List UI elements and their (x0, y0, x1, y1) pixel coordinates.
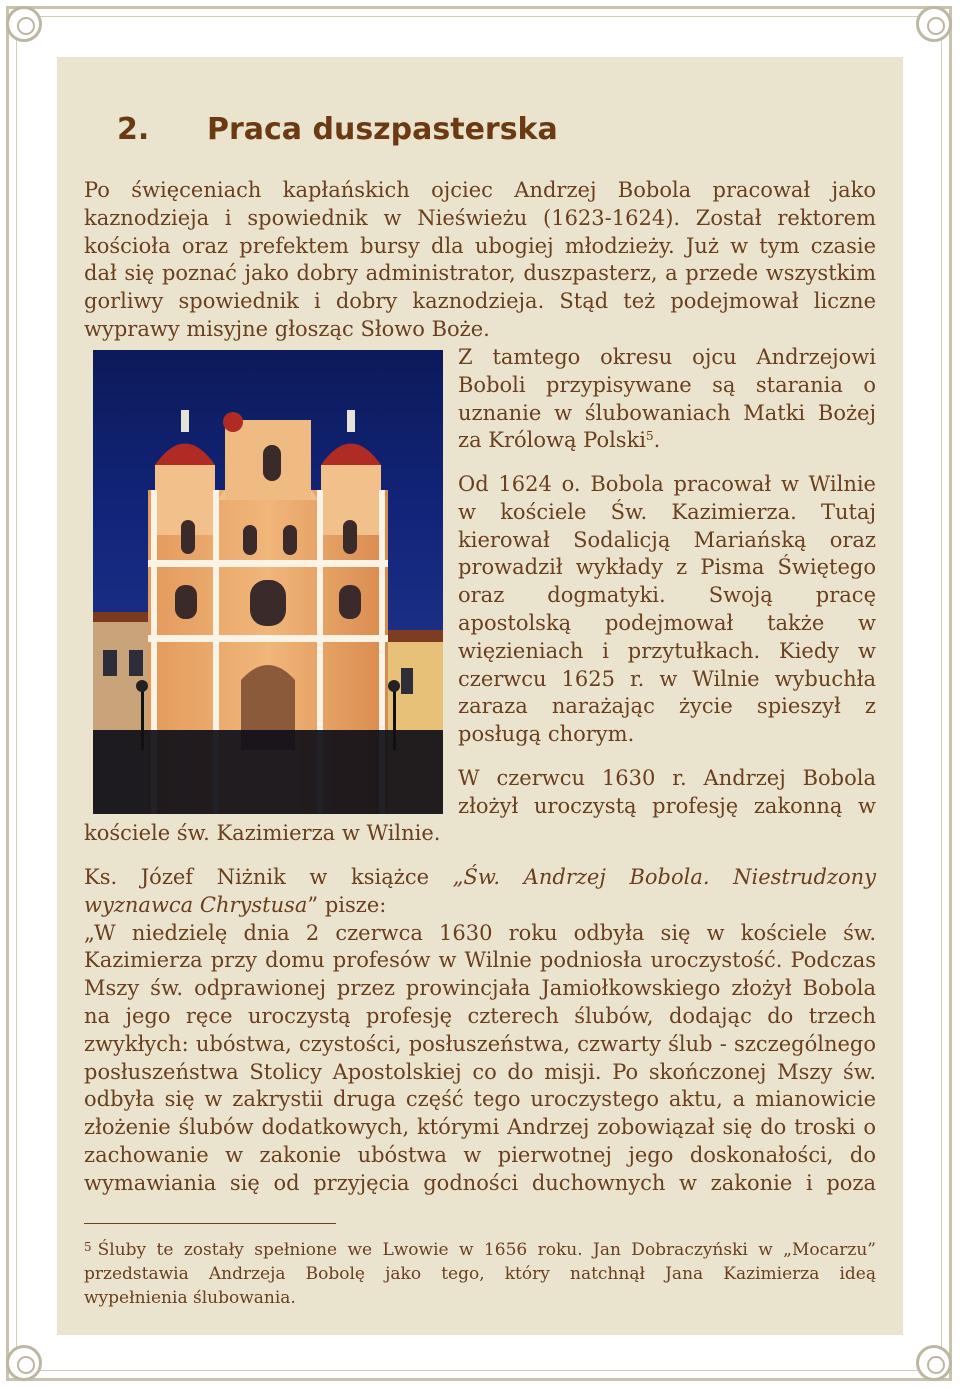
section-number: 2. (117, 112, 150, 147)
corner-rosette-icon (916, 6, 952, 42)
text-fragment: . (653, 428, 661, 453)
text-line: Boboli przypisywane są starania o (458, 372, 876, 397)
text-line: wyprawy misyjne głosząc Słowo Boże. (84, 316, 490, 341)
text-fragment: ” pisze: (307, 892, 387, 917)
text-line (84, 864, 876, 892)
text-line: prowadził wykłady z Pisma Świętego (458, 555, 876, 580)
section-heading (117, 112, 558, 147)
footnote-line: przedstawia Andrzeja Bobolę jako tego, który natchnął Jana Kazimierza ideą (84, 1264, 876, 1284)
paragraph-vilnius (458, 471, 876, 749)
corner-rosette-icon (916, 1345, 952, 1381)
section-title: Praca duszpasterska (207, 112, 558, 147)
text-line: Kazimierza przy domu profesów w Wilnie podniosła uroczystość. Podczas (84, 948, 876, 973)
text-line (458, 427, 876, 455)
corner-rosette-icon (6, 6, 42, 42)
text-line: apostolską podejmował także w (458, 610, 876, 635)
text-line: posłuszeństwa Stolicy Apostolskiej co do misji. Po skończonej Mszy św. (84, 1059, 876, 1084)
text-line: kościoła oraz prefektem bursy dla ubogiej młodzieży. Już w tym czasie (84, 233, 876, 258)
paragraph-intro (84, 177, 876, 344)
text-line: posługą chorym. (458, 722, 635, 747)
text-line: oraz dogmatyki. Swoją pracę (458, 583, 876, 608)
paragraph-profession (458, 765, 876, 821)
text-fragment: Ks. Józef Niżnik w książce (84, 865, 453, 889)
text-line: Mszy św. odprawionej przez prowincjała Jamiołkowskiego złożył Bobola (84, 976, 876, 1001)
church-illustration (93, 350, 443, 814)
text-line: zachowanie w zakonie ubóstwa w pierwotnej jego doskonałości, do (84, 1142, 876, 1167)
text-line: na jego ręce uroczystą profesję czterech ślubów, dodając do trzech (84, 1003, 876, 1028)
text-line: gorliwy spowiednik i dobry kaznodzieja. Stąd też podejmował liczne (84, 289, 876, 314)
text-line: zaraza narażając życie spieszył z (458, 694, 876, 719)
book-title: „Św. Andrzej Bobola. Niestrudzony (452, 865, 876, 889)
photo-caption: kościele św. Kazimierza w Wilnie. (84, 821, 441, 845)
footnote (84, 1235, 876, 1310)
church-photo (93, 350, 443, 814)
text-line: Od 1624 o. Bobola pracował w Wilnie (458, 472, 876, 496)
text-line: dał się poznać jako dobry administrator, duszpasterz, a przede wszystkim (84, 261, 876, 286)
text-fragment: Śluby te zostały spełnione we Lwowie w 1656 roku. Jan Dobraczyński w „Mocarzu” (97, 1240, 876, 1260)
text-line: w kościele Św. Kazimierza. Tutaj (458, 499, 876, 524)
footnote-line (84, 1235, 876, 1262)
paragraph-quote (84, 864, 876, 1198)
text-line (84, 892, 876, 920)
text-line: złożenie ślubów dodatkowych, którymi Andrzej zobowiązał się do troski o (84, 1115, 876, 1140)
text-line: kierował Sodalicją Mariańską oraz (458, 527, 876, 552)
text-line: Z tamtego okresu ojcu Andrzejowi (458, 345, 876, 369)
footnote-line: wypełnienia ślubowania. (84, 1288, 296, 1308)
text-line: Po święceniach kapłańskich ojciec Andrzej Bobola pracował jako (84, 178, 876, 202)
text-line: więzieniach i przytułkach. Kiedy w (458, 638, 876, 663)
text-line: złożył uroczystą profesję zakonną w (458, 793, 876, 818)
text-line: czerwcu 1625 r. w Wilnie wybuchła (458, 666, 876, 691)
text-line: uznanie w ślubowaniach Matki Bożej (458, 400, 876, 425)
book-title: wyznawca Chrystusa (84, 892, 308, 917)
footnote-mark: 5 (84, 1240, 92, 1254)
footnote-reference[interactable]: 5 (646, 429, 654, 444)
text-line: W czerwcu 1630 r. Andrzej Bobola (458, 766, 876, 790)
text-line: zwykłych: ubóstwa, czystości, posłuszeństwa, czwarty ślub - szczególnego (84, 1031, 876, 1056)
text-line: wymawiania się od przyjęcia godności duchownych w zakonie i poza (84, 1170, 876, 1195)
text-line: odbyła się w zakrystii druga część tego uroczystego aktu, a mianowicie (84, 1087, 876, 1112)
paragraph-marian-vows (458, 344, 876, 455)
footnote-divider (84, 1223, 336, 1224)
text-line: kaznodzieja i spowiednik w Nieświeżu (1623-1624). Został rektorem (84, 205, 876, 230)
text-fragment: za Królową Polski (458, 428, 647, 453)
corner-rosette-icon (6, 1345, 42, 1381)
text-line: „W niedzielę dnia 2 czerwca 1630 roku odbyła się w kościele św. (84, 920, 876, 945)
